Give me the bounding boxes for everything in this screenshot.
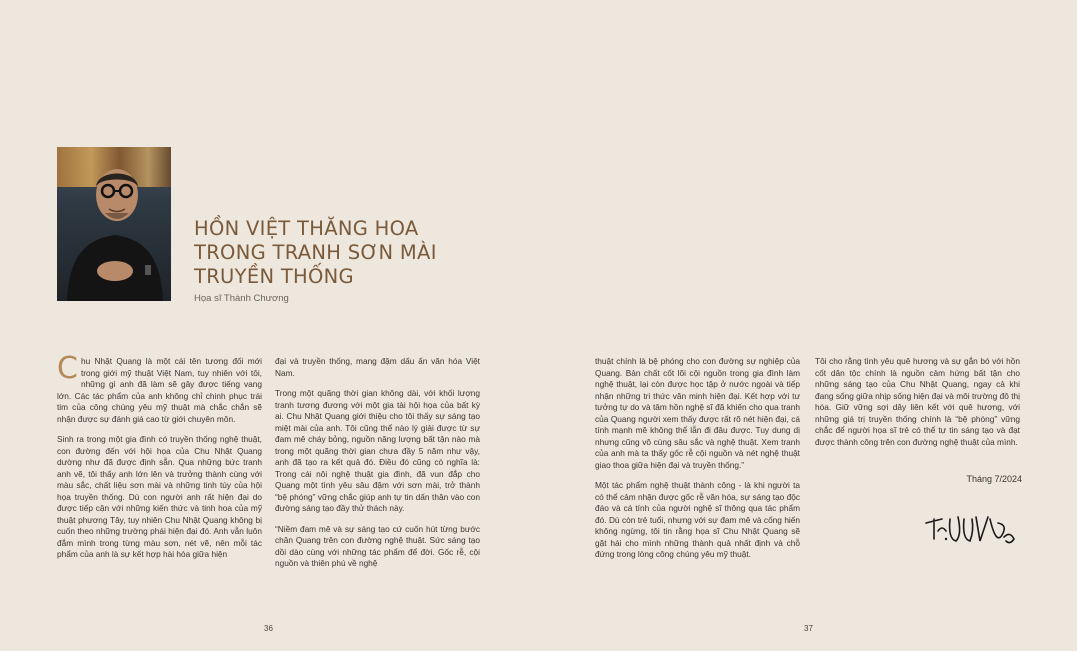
article-date: Tháng 7/2024 (966, 474, 1022, 484)
paragraph: Chu Nhật Quang là một cái tên tương đối mới trong giới mỹ thuật Việt Nam, tuy nhiên với tôi, những gì anh đã làm sẽ gây được tiếng vang lớn. Các tác phẩm của anh không chỉ chinh phục trái tim của công chúng yêu mỹ thuật mà chắc chắn sẽ nhận được sự đánh giá cao từ giới chuyên môn. (57, 351, 262, 424)
text-column-4 (815, 356, 1020, 457)
paragraph: Sinh ra trong một gia đình có truyền thống nghệ thuật, con đường đến với hội họa của Chu Nhật Quang dường như đã được định sẵn. Qua những bức tranh anh vẽ, tôi thấy anh lớn lên và trưởng thành cùng với màu sắc, chất liệu sơn mài và những tinh túy của hội họa truyền thống. Dù con người anh rất hiện đại do được tiếp cận với những kiến thức và tinh hoa của mỹ thuật phương Tây, tuy nhiên Chu Nhật Quang không bị cuốn theo những trường phái hiện đại đó. Anh vẫn luôn đắm mình trong từng màu sơn, nét vẽ, nên mỗi tác phẩm của anh là sự kết hợp hài hòa giữa hiện (57, 434, 262, 559)
page-number-right: 37 (804, 624, 813, 633)
artist-figure (57, 147, 171, 301)
paragraph: Trong một quãng thời gian không dài, với khối lượng tranh tương đương với một gia tài hội họa của bất kỳ ai. Chu Nhật Quang giới thiệu cho tôi thấy sự sáng tạo miệt mài của anh. Tôi cũng thể nào lý giải được từ sự đam mê cháy bỏng, nguồn năng lượng bất tận nào mà trong một quãng thời gian chưa đầy 5 năm như vậy, anh đã tạo ra kết quả đó. Điều đó cũng có nghĩa là: Trong cái nôi nghệ thuật gia đình, đã vun đắp cho Quang một tình yêu sâu đậm với sơn mài, trở thành “bệ phóng” vững chắc giúp anh tự tin dấn thân vào con đường sáng tạo đầy thử thách này. (275, 388, 480, 513)
title-line-1: HỒN VIỆT THĂNG HOA (194, 217, 419, 240)
article-author: Họa sĩ Thành Chương (194, 293, 289, 304)
paragraph: Một tác phẩm nghệ thuật thành công - là khi người ta có thể cảm nhận được gốc rễ văn hóa, sự sáng tạo độc đáo và cá tính của người nghệ sĩ thông qua tác phẩm đó. Dù còn trẻ tuổi, nhưng với sự đam mê và cống hiến không ngừng, tôi tin rằng họa sĩ Chu Nhật Quang sẽ gặt hái cho mình những thành quả nhất định và chỗ đứng trong lòng công chúng yêu mỹ thuật. (595, 480, 800, 559)
paragraph: “Niềm đam mê và sự sáng tạo cứ cuốn hút từng bước chân Quang trên con đường nghệ thuật. Sức sáng tạo dồi dào cùng với những tác phẩm để đời. Gốc rễ, cội nguồn và thiên phú về nghệ (275, 523, 480, 568)
paragraph: đại và truyền thống, mang đậm dấu ấn văn hóa Việt Nam. (275, 356, 480, 378)
paragraph: Tôi cho rằng tình yêu quê hương và sự gắn bó với hồn cốt dân tộc chính là nguồn cảm hứng bất tận cho những sáng tạo của Chu Nhật Quang, ngay cả khi đang sống giữa nhịp sống hiện đại và môi trường đô thị hóa. Giữ vững sợi dây liên kết với quê hương, với những giá trị truyền thống chính là “bệ phóng” vững chắc để người họa sĩ trẻ có thể tự tin sáng tạo và đạt được thành công trên con đường nghệ thuật của mình. (815, 356, 1020, 447)
artist-photo (57, 147, 171, 301)
article-title (194, 217, 554, 289)
text-column-2 (275, 356, 480, 579)
drop-cap: C (57, 351, 78, 386)
text-column-3 (595, 356, 800, 570)
paragraph: thuật chính là bệ phóng cho con đường sự nghiệp của Quang. Bản chất cốt lõi cội nguồn trong gia đình làm nghệ thuật, lại còn được học tập ở nước ngoài và tiếp nhận những tri thức văn minh hiện đại. Kết hợp với tư tưởng tự do và tâm hồn nghệ sĩ đã khiến cho qua tranh của Quang người xem thấy được rất rõ nét hiện đại, cá tính mạnh mẽ không thể lẫn đi đâu được. Tuy dung dị nhưng cũng vô cùng sâu sắc và nghệ thuật. Xem tranh của anh mà ta thấy gốc rễ cội nguồn và nét nghệ thuật giao thoa giữa hiện đại và truyền thống.” (595, 356, 800, 470)
title-line-3: TRUYỀN THỐNG (194, 265, 354, 288)
page-number-left: 36 (264, 624, 273, 633)
title-line-2: TRONG TRANH SƠN MÀI (194, 241, 437, 264)
text-column-1 (57, 351, 262, 570)
signature (922, 505, 1022, 553)
